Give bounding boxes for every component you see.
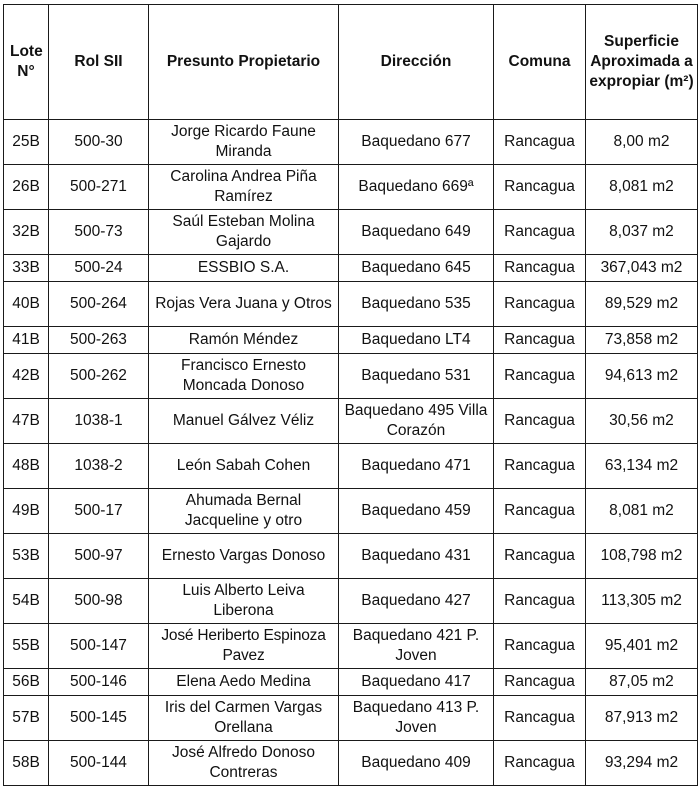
table-row <box>4 444 698 489</box>
cell-direccion: Baquedano 535 <box>339 282 494 327</box>
cell-lote: 54B <box>4 579 49 624</box>
table-row <box>4 741 698 786</box>
cell-direccion: Baquedano 645 <box>339 255 494 282</box>
cell-rol: 1038-2 <box>49 444 149 489</box>
cell-propietario: Elena Aedo Medina <box>149 669 339 696</box>
table-row <box>4 579 698 624</box>
cell-superficie: 93,294 m2 <box>586 741 698 786</box>
cell-propietario: Carolina Andrea Piña Ramírez <box>149 165 339 210</box>
cell-direccion: Baquedano 669ª <box>339 165 494 210</box>
cell-superficie: 87,913 m2 <box>586 696 698 741</box>
cell-superficie: 87,05 m2 <box>586 669 698 696</box>
header-lote: Lote N° <box>4 5 49 120</box>
cell-rol: 500-24 <box>49 255 149 282</box>
cell-comuna: Rancagua <box>494 669 586 696</box>
table-row <box>4 120 698 165</box>
cell-lote: 40B <box>4 282 49 327</box>
cell-superficie: 94,613 m2 <box>586 354 698 399</box>
cell-comuna: Rancagua <box>494 165 586 210</box>
table-row <box>4 624 698 669</box>
cell-direccion: Baquedano 421 P. Joven <box>339 624 494 669</box>
cell-superficie: 73,858 m2 <box>586 327 698 354</box>
cell-lote: 56B <box>4 669 49 696</box>
header-rol: Rol SII <box>49 5 149 120</box>
cell-direccion: Baquedano 431 <box>339 534 494 579</box>
header-superficie: Superficie Aproximada a expropiar (m²) <box>586 5 698 120</box>
cell-rol: 500-97 <box>49 534 149 579</box>
cell-comuna: Rancagua <box>494 282 586 327</box>
cell-comuna: Rancagua <box>494 696 586 741</box>
table-row <box>4 489 698 534</box>
cell-direccion: Baquedano 677 <box>339 120 494 165</box>
cell-propietario: José Heriberto Espinoza Pavez <box>149 624 339 669</box>
cell-rol: 500-147 <box>49 624 149 669</box>
cell-comuna: Rancagua <box>494 579 586 624</box>
cell-rol: 500-263 <box>49 327 149 354</box>
cell-superficie: 108,798 m2 <box>586 534 698 579</box>
cell-propietario: Iris del Carmen Vargas Orellana <box>149 696 339 741</box>
cell-lote: 48B <box>4 444 49 489</box>
cell-propietario: Manuel Gálvez Véliz <box>149 399 339 444</box>
cell-rol: 500-73 <box>49 210 149 255</box>
cell-comuna: Rancagua <box>494 741 586 786</box>
cell-superficie: 89,529 m2 <box>586 282 698 327</box>
cell-propietario: Francisco Ernesto Moncada Donoso <box>149 354 339 399</box>
header-comuna: Comuna <box>494 5 586 120</box>
expropriation-table <box>3 4 698 786</box>
table-row <box>4 696 698 741</box>
cell-superficie: 8,037 m2 <box>586 210 698 255</box>
cell-direccion: Baquedano 413 P. Joven <box>339 696 494 741</box>
cell-propietario: Ernesto Vargas Donoso <box>149 534 339 579</box>
header-row <box>4 5 698 120</box>
table-row <box>4 327 698 354</box>
cell-direccion: Baquedano LT4 <box>339 327 494 354</box>
cell-rol: 500-144 <box>49 741 149 786</box>
cell-lote: 32B <box>4 210 49 255</box>
table-row <box>4 282 698 327</box>
table-row <box>4 354 698 399</box>
cell-lote: 49B <box>4 489 49 534</box>
cell-superficie: 30,56 m2 <box>586 399 698 444</box>
cell-rol: 500-262 <box>49 354 149 399</box>
table-row <box>4 669 698 696</box>
cell-superficie: 63,134 m2 <box>586 444 698 489</box>
cell-lote: 55B <box>4 624 49 669</box>
cell-propietario: Ahumada Bernal Jacqueline y otro <box>149 489 339 534</box>
cell-direccion: Baquedano 427 <box>339 579 494 624</box>
table-row <box>4 210 698 255</box>
cell-comuna: Rancagua <box>494 255 586 282</box>
cell-propietario: León Sabah Cohen <box>149 444 339 489</box>
cell-lote: 47B <box>4 399 49 444</box>
cell-lote: 42B <box>4 354 49 399</box>
cell-comuna: Rancagua <box>494 624 586 669</box>
cell-comuna: Rancagua <box>494 399 586 444</box>
cell-rol: 500-271 <box>49 165 149 210</box>
cell-rol: 500-98 <box>49 579 149 624</box>
cell-lote: 53B <box>4 534 49 579</box>
cell-lote: 33B <box>4 255 49 282</box>
cell-comuna: Rancagua <box>494 354 586 399</box>
cell-comuna: Rancagua <box>494 120 586 165</box>
cell-superficie: 113,305 m2 <box>586 579 698 624</box>
cell-direccion: Baquedano 495 Villa Corazón <box>339 399 494 444</box>
cell-lote: 41B <box>4 327 49 354</box>
cell-lote: 25B <box>4 120 49 165</box>
cell-propietario: Ramón Méndez <box>149 327 339 354</box>
cell-comuna: Rancagua <box>494 444 586 489</box>
cell-direccion: Baquedano 409 <box>339 741 494 786</box>
cell-direccion: Baquedano 459 <box>339 489 494 534</box>
cell-lote: 57B <box>4 696 49 741</box>
cell-superficie: 8,081 m2 <box>586 165 698 210</box>
cell-direccion: Baquedano 417 <box>339 669 494 696</box>
cell-superficie: 367,043 m2 <box>586 255 698 282</box>
cell-lote: 26B <box>4 165 49 210</box>
cell-propietario: José Alfredo Donoso Contreras <box>149 741 339 786</box>
cell-rol: 500-146 <box>49 669 149 696</box>
cell-propietario: Jorge Ricardo Faune Miranda <box>149 120 339 165</box>
table-row <box>4 165 698 210</box>
cell-superficie: 8,081 m2 <box>586 489 698 534</box>
cell-lote: 58B <box>4 741 49 786</box>
cell-direccion: Baquedano 471 <box>339 444 494 489</box>
table-row <box>4 399 698 444</box>
cell-propietario: ESSBIO S.A. <box>149 255 339 282</box>
cell-propietario: Saúl Esteban Molina Gajardo <box>149 210 339 255</box>
header-propietario: Presunto Propietario <box>149 5 339 120</box>
cell-comuna: Rancagua <box>494 327 586 354</box>
cell-rol: 500-17 <box>49 489 149 534</box>
header-direccion: Dirección <box>339 5 494 120</box>
cell-direccion: Baquedano 531 <box>339 354 494 399</box>
cell-comuna: Rancagua <box>494 210 586 255</box>
table-row <box>4 534 698 579</box>
cell-rol: 500-264 <box>49 282 149 327</box>
cell-comuna: Rancagua <box>494 534 586 579</box>
cell-superficie: 95,401 m2 <box>586 624 698 669</box>
cell-direccion: Baquedano 649 <box>339 210 494 255</box>
cell-comuna: Rancagua <box>494 489 586 534</box>
cell-rol: 1038-1 <box>49 399 149 444</box>
cell-superficie: 8,00 m2 <box>586 120 698 165</box>
cell-rol: 500-30 <box>49 120 149 165</box>
cell-rol: 500-145 <box>49 696 149 741</box>
table-row <box>4 255 698 282</box>
cell-propietario: Rojas Vera Juana y Otros <box>149 282 339 327</box>
cell-propietario: Luis Alberto Leiva Liberona <box>149 579 339 624</box>
